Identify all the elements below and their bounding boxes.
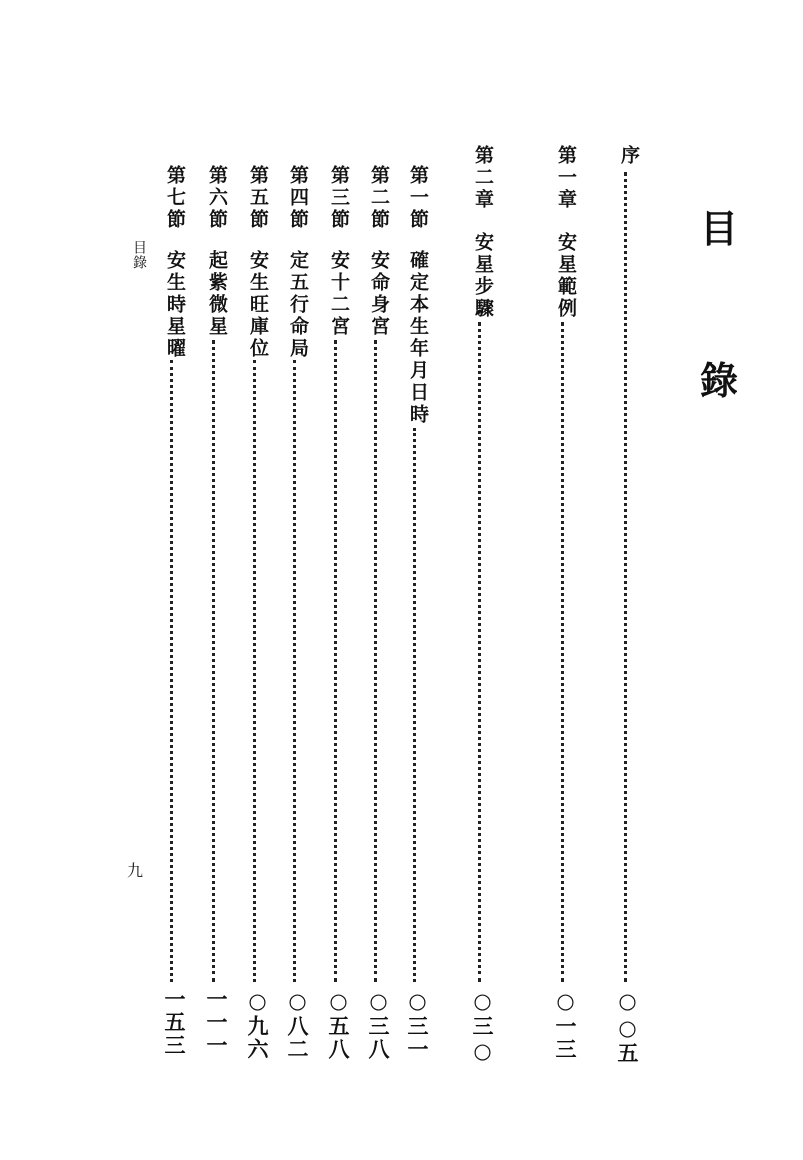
toc-section-6-title[interactable]: 起紫微星 (206, 250, 228, 338)
toc-section-5-label[interactable]: 第五節 (247, 165, 269, 231)
toc-chapter-1-title[interactable]: 安星範例 (555, 232, 577, 320)
toc-preface-page: ○○五 (615, 988, 640, 1065)
toc-chapter-1-page: ○一三 (553, 988, 578, 1061)
toc-section-4-leader (293, 360, 296, 982)
toc-section-7-page: 一五三 (162, 988, 187, 1057)
toc-section-3-leader (334, 340, 337, 982)
toc-chapter-1-label[interactable]: 第一章 (555, 145, 577, 211)
toc-section-2-leader (374, 340, 377, 982)
toc-section-6-label[interactable]: 第六節 (206, 165, 228, 231)
toc-section-7-label[interactable]: 第七節 (164, 165, 186, 231)
running-header: 目錄 (131, 240, 147, 270)
toc-section-4-page: ○八二 (285, 988, 310, 1061)
toc-section-6-page: 一一一 (204, 988, 229, 1057)
toc-preface-leader (624, 172, 627, 982)
page-number: 九 (127, 861, 144, 880)
toc-section-7-title[interactable]: 安生時星曜 (164, 250, 186, 360)
toc-section-1-page: ○三一 (405, 988, 430, 1061)
toc-section-2-title[interactable]: 安命身宮 (368, 250, 390, 338)
page-title-char-1: 目 (700, 206, 739, 251)
toc-section-7-leader (170, 360, 173, 982)
toc-section-2-label[interactable]: 第二節 (368, 165, 390, 231)
toc-section-3-title[interactable]: 安十二宮 (328, 250, 350, 338)
toc-preface-title[interactable]: 序 (618, 145, 640, 167)
toc-chapter-2-page: ○三○ (470, 988, 495, 1065)
toc-chapter-1-leader (561, 322, 564, 982)
toc-section-3-label[interactable]: 第三節 (328, 165, 350, 231)
page-title-char-2: 錄 (700, 358, 739, 403)
toc-section-6-leader (212, 340, 215, 982)
toc-section-1-leader (413, 428, 416, 982)
toc-section-2-page: ○三八 (366, 988, 391, 1061)
toc-chapter-2-label[interactable]: 第二章 (472, 145, 494, 211)
toc-section-3-page: ○五八 (326, 988, 351, 1061)
toc-section-5-page: ○九六 (245, 988, 270, 1061)
toc-section-5-leader (253, 360, 256, 982)
toc-chapter-2-leader (478, 322, 481, 982)
toc-section-1-title[interactable]: 確定本生年月日時 (407, 250, 429, 426)
toc-section-5-title[interactable]: 安生旺庫位 (247, 250, 269, 360)
toc-chapter-2-title[interactable]: 安星步驟 (472, 232, 494, 320)
toc-section-4-label[interactable]: 第四節 (287, 165, 309, 231)
toc-section-1-label[interactable]: 第一節 (407, 165, 429, 231)
toc-section-4-title[interactable]: 定五行命局 (287, 250, 309, 360)
